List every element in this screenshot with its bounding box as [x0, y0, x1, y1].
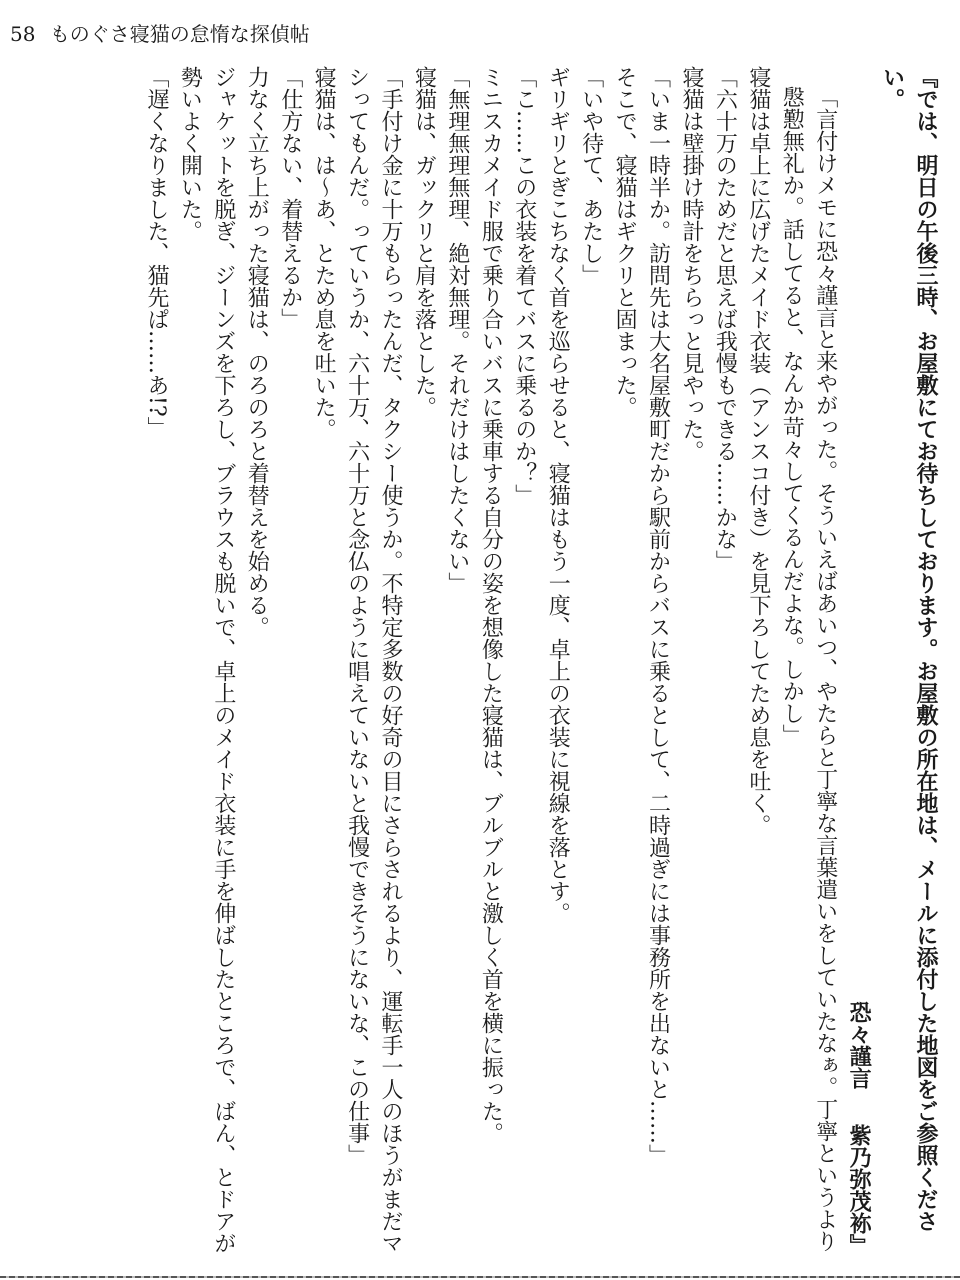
running-header [10, 18, 310, 47]
paragraph: 力なく立ち上がった寝猫は、のろのろと着替えを始める。 [244, 66, 270, 638]
book-title: ものぐさ寝猫の怠惰な探偵帖 [49, 22, 310, 46]
paragraph: 「仕方ない、着替えるか」 [277, 66, 303, 330]
paragraph: 「遅くなりました、猫先ぱ……あ!?」 [143, 66, 169, 439]
paragraph: 「無理無理無理、絶対無理。それだけはしたくない」 [444, 66, 470, 594]
novel-body-text [12, 66, 942, 1256]
closing-phrase: 恐々謹言 [846, 1000, 872, 1089]
paragraph: ミニスカメイド服で乗り合いバスに乗車する自分の姿を想像した寝猫は、ブルブルと激しく首を横に振った。 [478, 66, 504, 1144]
paragraph: 「六十万のためだと思えば我慢もできる……かな」 [712, 66, 738, 572]
paragraph: 「手付け金に十万もらったんだ、タクシー使うか。不特定多数の好奇の目にさらされるより、運転手一人のほうがまだマシってもんだ。っていうか、六十万、六十万と念仏のように唱えていないと我慢できそうにないな、この仕事」 [344, 66, 403, 1254]
sender-name: 紫乃弥茂袮』 [846, 1124, 872, 1256]
paragraph: 寝猫は卓上に広げたメイド衣装（アンスコ付き）を見下ろしてため息を吐く。 [745, 66, 771, 836]
paragraph: そこで、寝猫はギクリと固まった。 [612, 66, 638, 418]
paragraph: ギリギリとぎこちなく首を巡らせると、寝猫はもう一度、卓上の衣装に視線を落とす。 [545, 66, 571, 924]
paragraph: 寝猫は、ガックリと肩を落とした。 [411, 66, 437, 418]
paragraph: ジャケットを脱ぎ、ジーンズを下ろし、ブラウスも脱いで、卓上のメイド衣装に手を伸ばしたところで、ばん、とドアが勢いよく開いた。 [177, 66, 236, 1254]
paragraph: 「言付けメモに恐々謹言と来やがった。そういえばあいつ、やたらと丁寧な言葉遣いをしていたなぁ。丁寧というより慇懃無礼か。話してると、なんか苛々してくるんだよな。しかし」 [779, 85, 838, 1252]
paragraph: 「こ……この衣装を着てバスに乗るのか？」 [511, 66, 537, 506]
paragraph: 「いま一時半か。訪問先は大名屋敷町だから駅前からバスに乗るとして、二時過ぎには事務所を出ないと……」 [645, 66, 671, 1166]
paragraph: 寝猫は、は〜あ、とため息を吐いた。 [311, 66, 337, 440]
email-message: 『では、明日の午後三時、お屋敷にてお待ちしております。お屋敷の所在地は、メールに添付した地図をご参照ください。 [879, 66, 938, 1232]
page-number: 58 [10, 22, 36, 46]
email-signature [842, 66, 875, 1256]
page-bottom-border [0, 1276, 960, 1278]
paragraph: 「いや待て、あたし」 [578, 66, 604, 286]
paragraph: 寝猫は壁掛け時計をちらっと見やった。 [678, 66, 704, 462]
